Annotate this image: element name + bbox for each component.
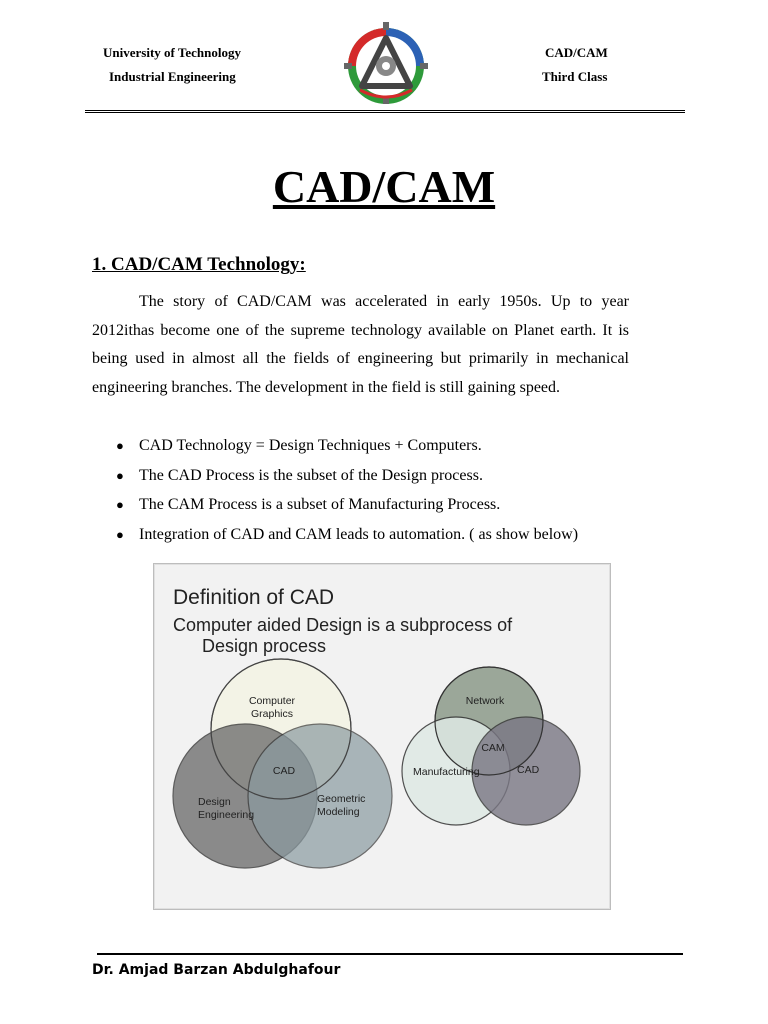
header-divider <box>85 110 685 113</box>
venn-diagrams <box>154 564 610 909</box>
list-item-text: The CAD Process is the subset of the Design process. <box>139 466 483 484</box>
cad-definition-figure <box>153 563 611 910</box>
label-cad-center: CAD <box>272 765 296 777</box>
bullet-list <box>92 431 652 549</box>
right-venn <box>402 667 580 825</box>
figure-subtitle-line1: Computer aided Design is a subprocess of <box>173 615 513 635</box>
label-geometric: Geometric <box>317 793 366 805</box>
list-item <box>92 520 652 550</box>
footer-divider <box>97 953 683 955</box>
list-item <box>92 490 652 520</box>
header-university: University of Technology <box>103 45 241 60</box>
list-item <box>92 431 652 461</box>
list-item-text: Integration of CAD and CAM leads to automation. ( as show below) <box>139 525 579 543</box>
header-department: Industrial Engineering <box>109 69 236 84</box>
list-item <box>92 461 652 491</box>
bullet-icon: ● <box>116 438 124 453</box>
page-title: CAD/CAM <box>272 161 496 212</box>
label-engineering: Engineering <box>198 809 255 821</box>
label-cam-center: CAM <box>481 742 505 754</box>
label-design: Design <box>198 796 231 808</box>
footer-author: Dr. Amjad Barzan Abdulghafour <box>92 962 341 978</box>
section-heading: 1. CAD/CAM Technology: <box>92 254 306 275</box>
bullet-icon: ● <box>116 467 124 483</box>
list-item-text: The CAM Process is a subset of Manufacturing Process. <box>139 496 501 513</box>
header-class: Third Class <box>542 69 608 84</box>
intro-paragraph: The story of CAD/CAM was accelerated in early 1950s. Up to year 2012ithas become one of the supreme technology available on Planet earth. It is being used in almost all the fields of engineering but primarily in mechanical engineering branches. The development in the field is still gaining speed. <box>92 293 629 396</box>
left-venn <box>173 659 392 868</box>
header-course: CAD/CAM <box>545 45 608 60</box>
figure-subtitle-line2: Design process <box>202 636 327 656</box>
university-logo <box>340 16 432 108</box>
label-computer: Computer <box>248 695 296 707</box>
bullet-icon: ● <box>116 526 124 542</box>
label-manufacturing: Manufacturing <box>413 766 480 778</box>
list-item-text: CAD Technology = Design Techniques + Computers. <box>139 437 482 454</box>
label-network: Network <box>465 695 505 707</box>
figure-title: Definition of CAD <box>173 586 335 609</box>
bullet-icon: ● <box>116 497 124 512</box>
label-modeling: Modeling <box>317 806 360 818</box>
label-cad-right: CAD <box>517 764 540 776</box>
label-graphics: Graphics <box>250 708 294 720</box>
